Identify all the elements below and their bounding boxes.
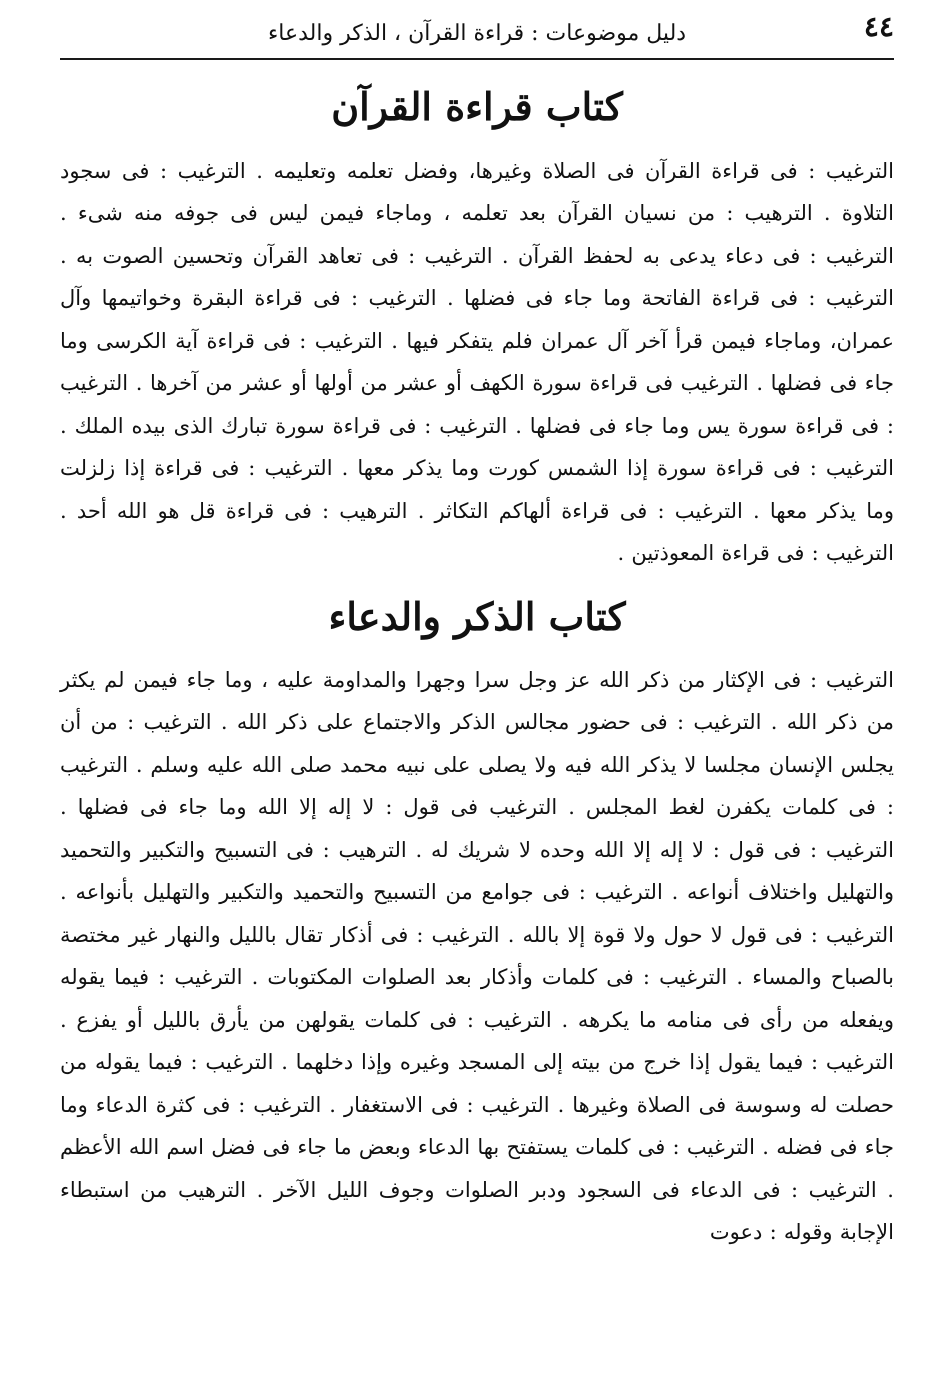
section-title-dhikr-dua: كتاب الذكر والدعاء xyxy=(328,593,626,639)
section-text-dhikr-dua: الترغيب : فى الإكثار من ذكر الله عز وجل سرا وجهرا والمداومة عليه ، وما جاء فيمن لم يكثر من ذكر الله . الترغيب : فى حضور مجالس الذكر والاجتماع على ذكر الله . الترغيب : من أن يجلس الإنسان مجلسا لا يذكر الله فيه ولا يصلى على نبيه محمد صلى الله عليه وسلم . الترغيب : فى كلمات يكفرن لغط المجلس . الترغيب فى قول : لا إله إلا الله وما جاء فى فضلها . الترغيب : فى قول : لا إله إلا الله وحده لا شريك له . الترهيب : فى التسبيح والتكبير والتحميد والتهليل واختلاف أنواعه . الترغيب : فى جوامع من التسبيح والتحميد والتكبير والتهليل بأنواعه . الترغيب : فى قول لا حول ولا قوة إلا بالله . الترغيب : فى أذكار تقال بالليل والنهار غير مختصة بالصباح والمساء . الترغيب : فى كلمات وأذكار بعد الصلوات المكتوبات . الترغيب : فيما يقوله ويفعله من رأى فى منامه ما يكرهه . الترغيب : فى كلمات يقولهن من يأرق بالليل أو يفزع . الترغيب : فيما يقول إذا خرج من بيته إلى المسجد وغيره وإذا دخلهما . الترغيب : فيما يقوله من حصلت له وسوسة فى الصلاة وغيرها . الترغيب : فى الاستغفار . الترغيب : فى كثرة الدعاء وما جاء فى فضله . الترغيب : فى كلمات يستفتح بها الدعاء وبعض ما جاء فى فضل اسم الله الأعظم . الترغيب : فى الدعاء فى السجود ودبر الصلوات وجوف الليل الآخر . الترهيب من استبطاء الإجابة وقوله : دعوت xyxy=(60,667,894,1245)
section-title-quran-reading: كتاب قراءة القرآن xyxy=(331,84,623,129)
page-number: ٤٤ xyxy=(863,10,894,43)
running-title: دليل موضوعات : قراءة القرآن ، الذكر والدعاء xyxy=(267,21,687,46)
section-text-quran-reading: الترغيب : فى قراءة القرآن فى الصلاة وغيرها، وفضل تعلمه وتعليمه . الترغيب : فى سجود التلاوة . الترهيب : من نسيان القرآن بعد تعلمه ، وماجاء فيمن ليس فى جوفه منه شىء . الترغيب : فى دعاء يدعى به لحفظ القرآن . الترغيب : فى تعاهد القرآن وتحسين الصوت به . الترغيب : فى قراءة الفاتحة وما جاء فى فضلها . الترغيب : فى قراءة البقرة وخواتيمها وآل عمران، وماجاء فيمن قرأ آخر آل عمران فلم يتفكر فيها . الترغيب : فى قراءة آية الكرسى وما جاء فى فضلها . الترغيب فى قراءة سورة الكهف أو عشر من أولها أو عشر من آخرها . الترغيب : فى قراءة سورة يس وما جاء فى فضلها . الترغيب : فى قراءة سورة تبارك الذى بيده الملك . الترغيب : فى قراءة سورة إذا الشمس كورت وما يذكر معها . الترغيب : فى قراءة إذا زلزلت وما يذكر معها . الترغيب : فى قراءة ألهاكم التكاثر . الترهيب : فى قراءة قل هو الله أحد . الترغيب : فى قراءة المعوذتين . xyxy=(60,158,894,566)
running-header xyxy=(60,0,894,60)
